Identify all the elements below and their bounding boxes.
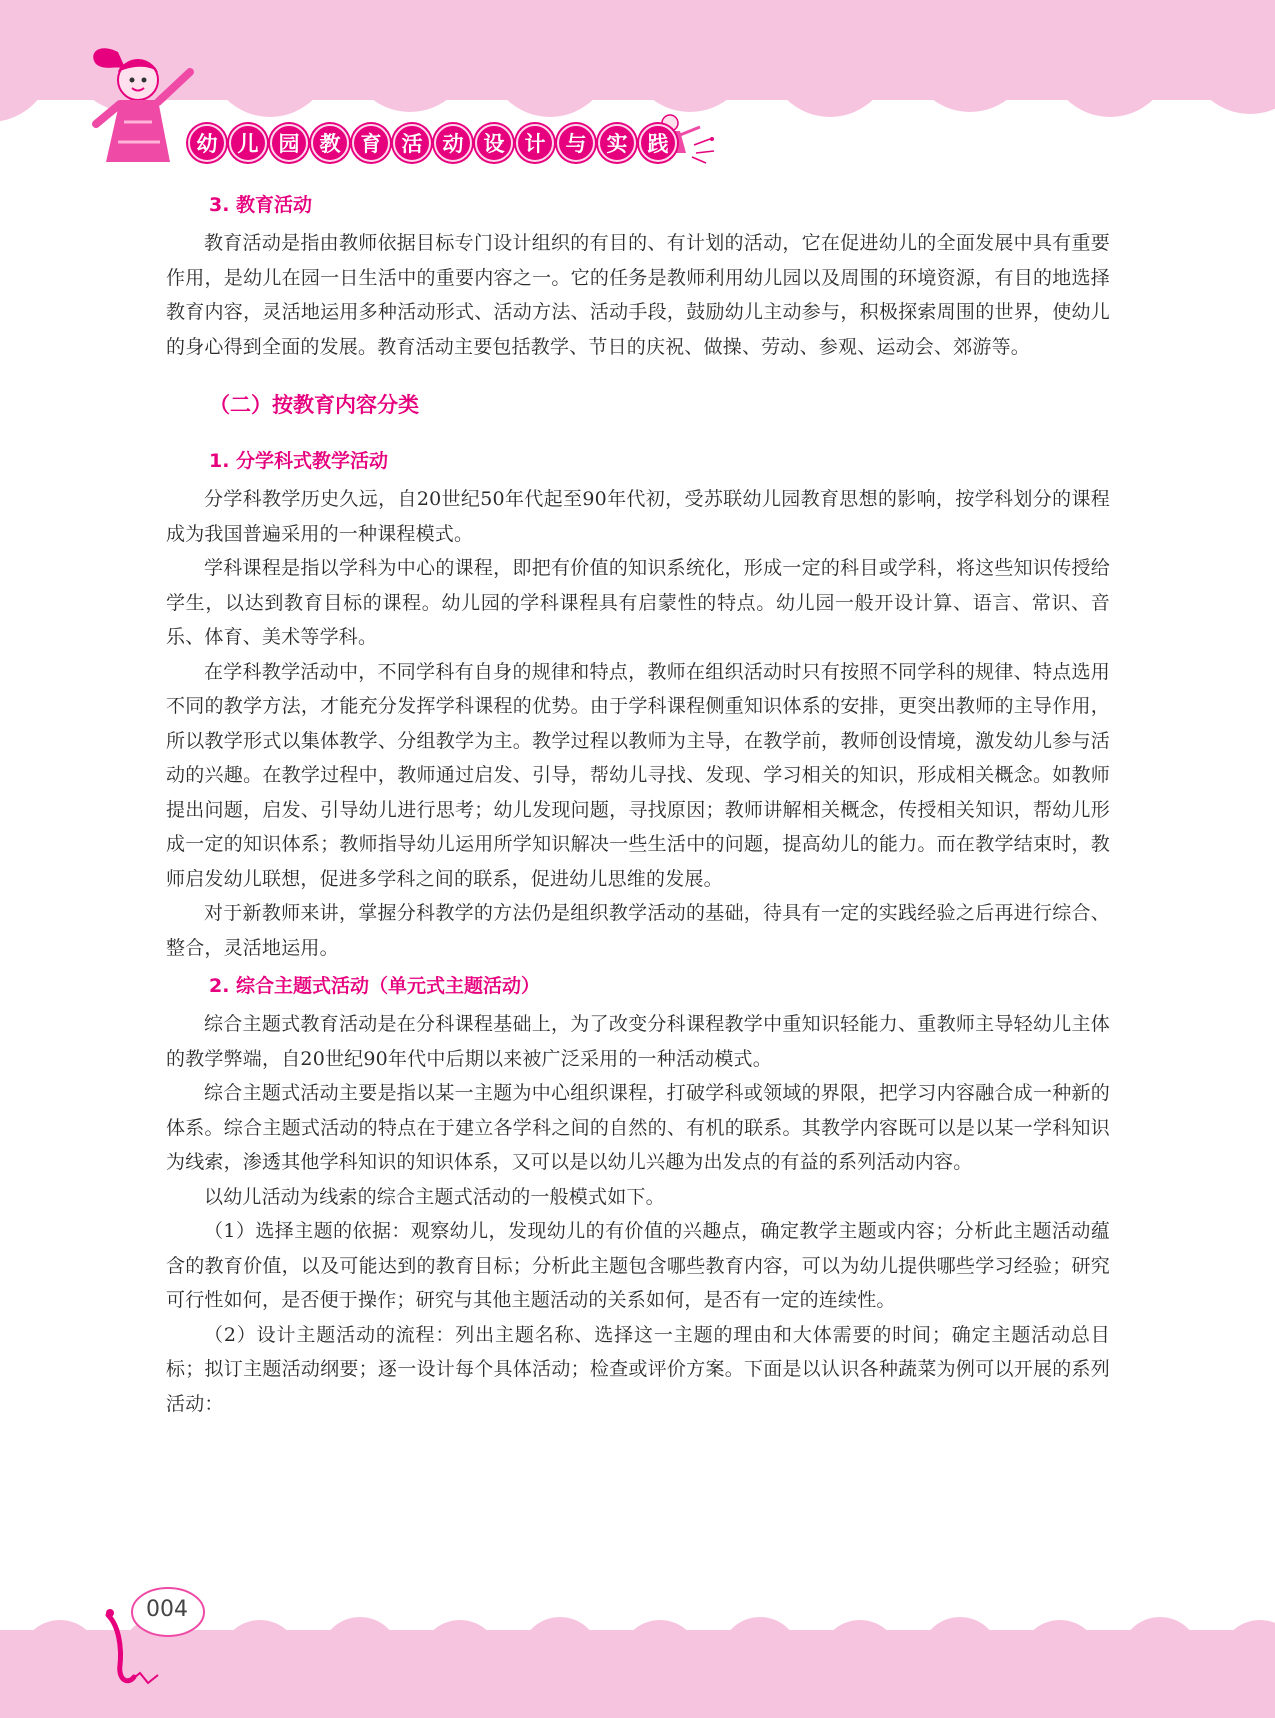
page-number: 004 xyxy=(146,1597,188,1622)
book-title-char: 与 xyxy=(557,124,595,162)
list-item: （1）选择主题的依据：观察幼儿，发现幼儿的有价值的兴趣点，确定教学主题或内容；分析此主题活动蕴含的教育价值，以及可能达到的教育目标；分析此主题包含哪些教育内容，可以为幼儿提供哪些学习经验；研究可行性如何，是否便于操作；研究与其他主题活动的关系如何，是否有一定的连续性。 xyxy=(166,1220,1110,1311)
book-title-char: 幼 xyxy=(188,124,226,162)
paragraph: 分学科教学历史久远，自20世纪50年代起至90年代初，受苏联幼儿园教育思想的影响，按学科划分的课程成为我国普遍采用的一种课程模式。 xyxy=(166,488,1110,545)
section-heading-by-content: （二）按教育内容分类 xyxy=(209,393,419,417)
book-title-char: 园 xyxy=(270,124,308,162)
book-title-char: 践 xyxy=(639,124,677,162)
subsection-heading-subject-teaching: 1. 分学科式教学活动 xyxy=(209,450,389,472)
paragraph: 学科课程是指以学科为中心的课程，即把有价值的知识系统化，形成一定的科目或学科，将这些知识传授给学生，以达到教育目标的课程。幼儿园的学科课程具有启蒙性的特点。幼儿园一般开设计算、语言、常识、音乐、体育、美术等学科。 xyxy=(166,557,1110,648)
subsection-heading-thematic-activities: 2. 综合主题式活动（单元式主题活动） xyxy=(209,975,541,997)
section-heading-education-activities: 3. 教育活动 xyxy=(209,194,313,216)
paragraph: 在学科教学活动中，不同学科有自身的规律和特点，教师在组织活动时只有按照不同学科的规律、特点选用不同的教学方法，才能充分发挥学科课程的优势。由于学科课程侧重知识体系的安排，更突出教师的主导作用，所以教学形式以集体教学、分组教学为主。教学过程以教师为主导，在教学前，教师创设情境，激发幼儿参与活动的兴趣。在教学过程中，教师通过启发、引导，帮幼儿寻找、发现、学习相关的知识，形成相关概念。如教师提出问题，启发、引导幼儿进行思考；幼儿发现问题，寻找原因；教师讲解相关概念，传授相关知识，帮幼儿形成一定的知识体系；教师指导幼儿运用所学知识解决一些生活中的问题，提高幼儿的能力。而在教学结束时，教师启发幼儿联想，促进多学科之间的联系，促进幼儿思维的发展。 xyxy=(166,660,1110,890)
paragraph: 对于新教师来讲，掌握分科教学的方法仍是组织教学活动的基础，待具有一定的实践经验之后再进行综合、整合，灵活地运用。 xyxy=(166,902,1110,959)
book-title-char: 活 xyxy=(393,124,431,162)
paragraph: 教育活动是指由教师依据目标专门设计组织的有目的、有计划的活动，它在促进幼儿的全面发展中具有重要作用，是幼儿在园一日生活中的重要内容之一。它的任务是教师利用幼儿园以及周围的环境资源，有目的地选择教育内容，灵活地运用多种活动形式、活动方法、活动手段，鼓励幼儿主动参与，积极探索周围的世界，使幼儿的身心得到全面的发展。教育活动主要包括教学、节日的庆祝、做操、劳动、参观、运动会、郊游等。 xyxy=(166,232,1110,358)
book-title-char: 儿 xyxy=(229,124,267,162)
paragraph: 以幼儿活动为线索的综合主题式活动的一般模式如下。 xyxy=(204,1185,665,1208)
book-title-char: 计 xyxy=(516,124,554,162)
book-title-char: 教 xyxy=(311,124,349,162)
book-title xyxy=(188,124,677,162)
paragraph: 综合主题式活动主要是指以某一主题为中心组织课程，打破学科或领域的界限，把学习内容融合成一种新的体系。综合主题式活动的特点在于建立各学科之间的自然的、有机的联系。其教学内容既可以是以某一学科知识为线索，渗透其他学科知识的知识体系，又可以是以幼儿兴趣为出发点的有益的系列活动内容。 xyxy=(166,1082,1110,1173)
list-item: （2）设计主题活动的流程：列出主题名称、选择这一主题的理由和大体需要的时间；确定主题活动总目标；拟订主题活动纲要；逐一设计每个具体活动；检查或评价方案。下面是以认识各种蔬菜为例可以开展的系列活动： xyxy=(166,1323,1110,1415)
book-title-char: 实 xyxy=(598,124,636,162)
book-title-char: 设 xyxy=(475,124,513,162)
paragraph: 综合主题式教育活动是在分科课程基础上，为了改变分科课程教学中重知识轻能力、重教师主导轻幼儿主体的教学弊端，自20世纪90年代中后期以来被广泛采用的一种活动模式。 xyxy=(166,1013,1110,1070)
page-content xyxy=(166,190,1110,1421)
book-title-char: 动 xyxy=(434,124,472,162)
book-title-char: 育 xyxy=(352,124,390,162)
